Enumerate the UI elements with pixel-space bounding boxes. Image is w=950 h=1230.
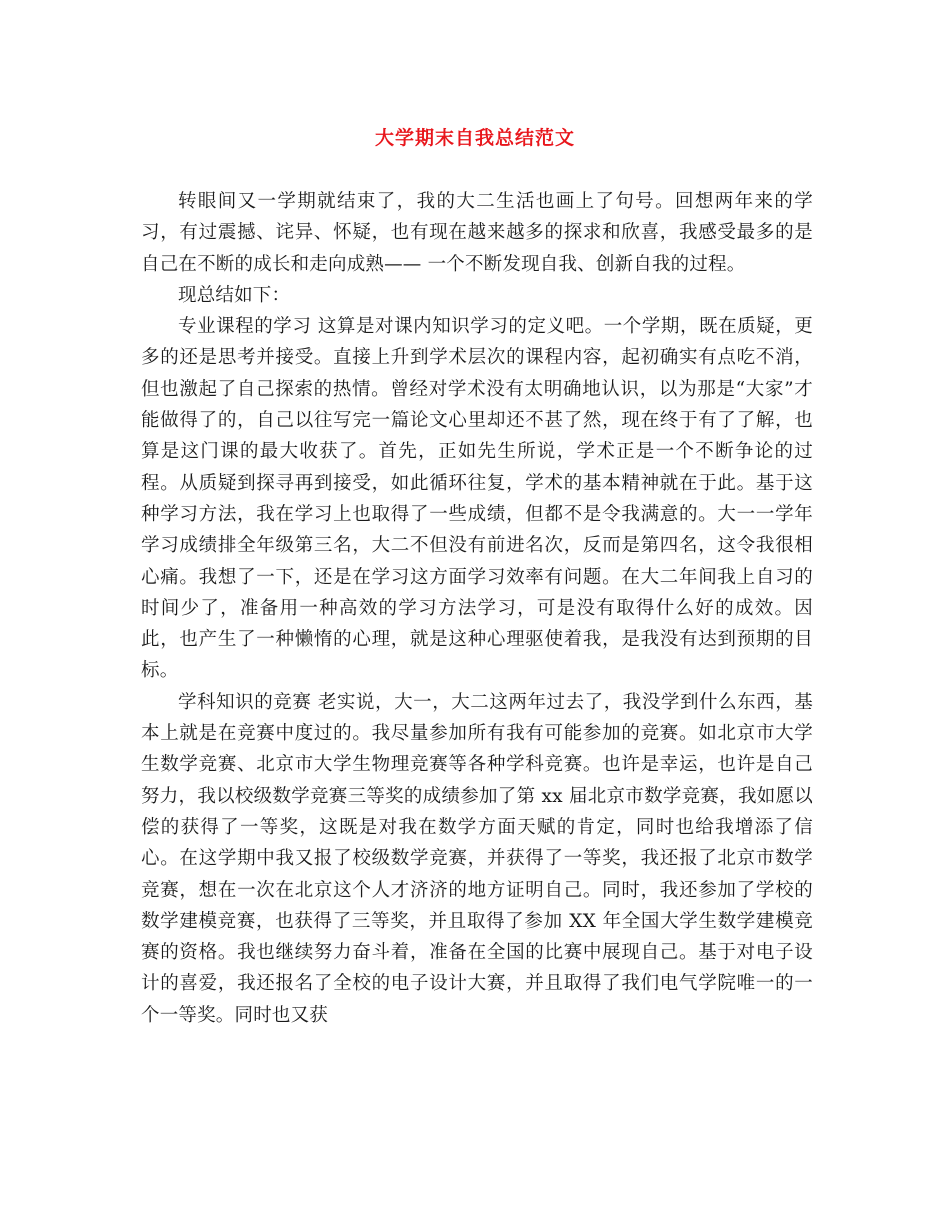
paragraph-summary-lead: 现总结如下： (178, 284, 291, 306)
paragraph-competitions: 学科知识的竞赛 老实说，大一，大二这两年过去了，我没学到什么东西，基本上就是在竞赛中度过的。我尽量参加所有我有可能参加的竞赛。如北京市大学生数学竞赛、北京市大学生物理竞赛等各种学科竞赛。也许是幸运，也许是自己努力，我以校级数学竞赛三等奖的成绩参加了第 xx 届北京市数学竞赛，我如愿以偿的获得了一等奖，这既是对我在数学方面天赋的肯定，同时也给我增添了信心。在这学期中我又报了校级数学竞赛，并获得了一等奖，我还报了北京市数学竞赛，想在一次在北京这个人才济济的地方证明自己。同时，我还参加了学校的数学建模竞赛，也获得了三等奖，并且取得了参加 XX 年全国大学生数学建模竞赛的资格。我也继续努力奋斗着，准备在全国的比赛中展现自己。基于对电子设计的喜爱，我还报名了全校的电子设计大赛，并且取得了我们电气学院唯一的一个一等奖。同时也又获 (141, 691, 813, 1026)
document-title: 大学期末自我总结范文 (374, 127, 575, 149)
paragraph-intro: 转眼间又一学期就结束了，我的大二生活也画上了句号。回想两年来的学习，有过震撼、诧异、怀疑，也有现在越来越多的探求和欣喜，我感受最多的是自己在不断的成长和走向成熟—— 一个不断发现自我、创新自我的过程。 (141, 191, 813, 275)
document-body (141, 186, 813, 1031)
paragraph-coursework: 专业课程的学习 这算是对课内知识学习的定义吧。一个学期，既在质疑，更多的还是思考并接受。直接上升到学术层次的课程内容，起初确实有点吃不消，但也激起了自己探索的热情。曾经对学术没有太明确地认识，以为那是“大家”才能做得了的，自己以往写完一篇论文心里却还不甚了然，现在终于有了了解，也算是这门课的最大收获了。首先，正如先生所说，学术正是一个不断争论的过程。从质疑到探寻再到接受，如此循环往复，学术的基本精神就在于此。基于这种学习方法，我在学习上也取得了一些成绩，但都不是令我满意的。大一一学年学习成绩排全年级第三名，大二不但没有前进名次，反而是第四名，这令我很相心痛。我想了一下，还是在学习这方面学习效率有问题。在大二年间我上自习的时间少了，准备用一种高效的学习方法学习，可是没有取得什么好的成效。因此，也产生了一种懒惰的心理，就是这种心理驱使着我，是我没有达到预期的目标。 (141, 316, 813, 682)
